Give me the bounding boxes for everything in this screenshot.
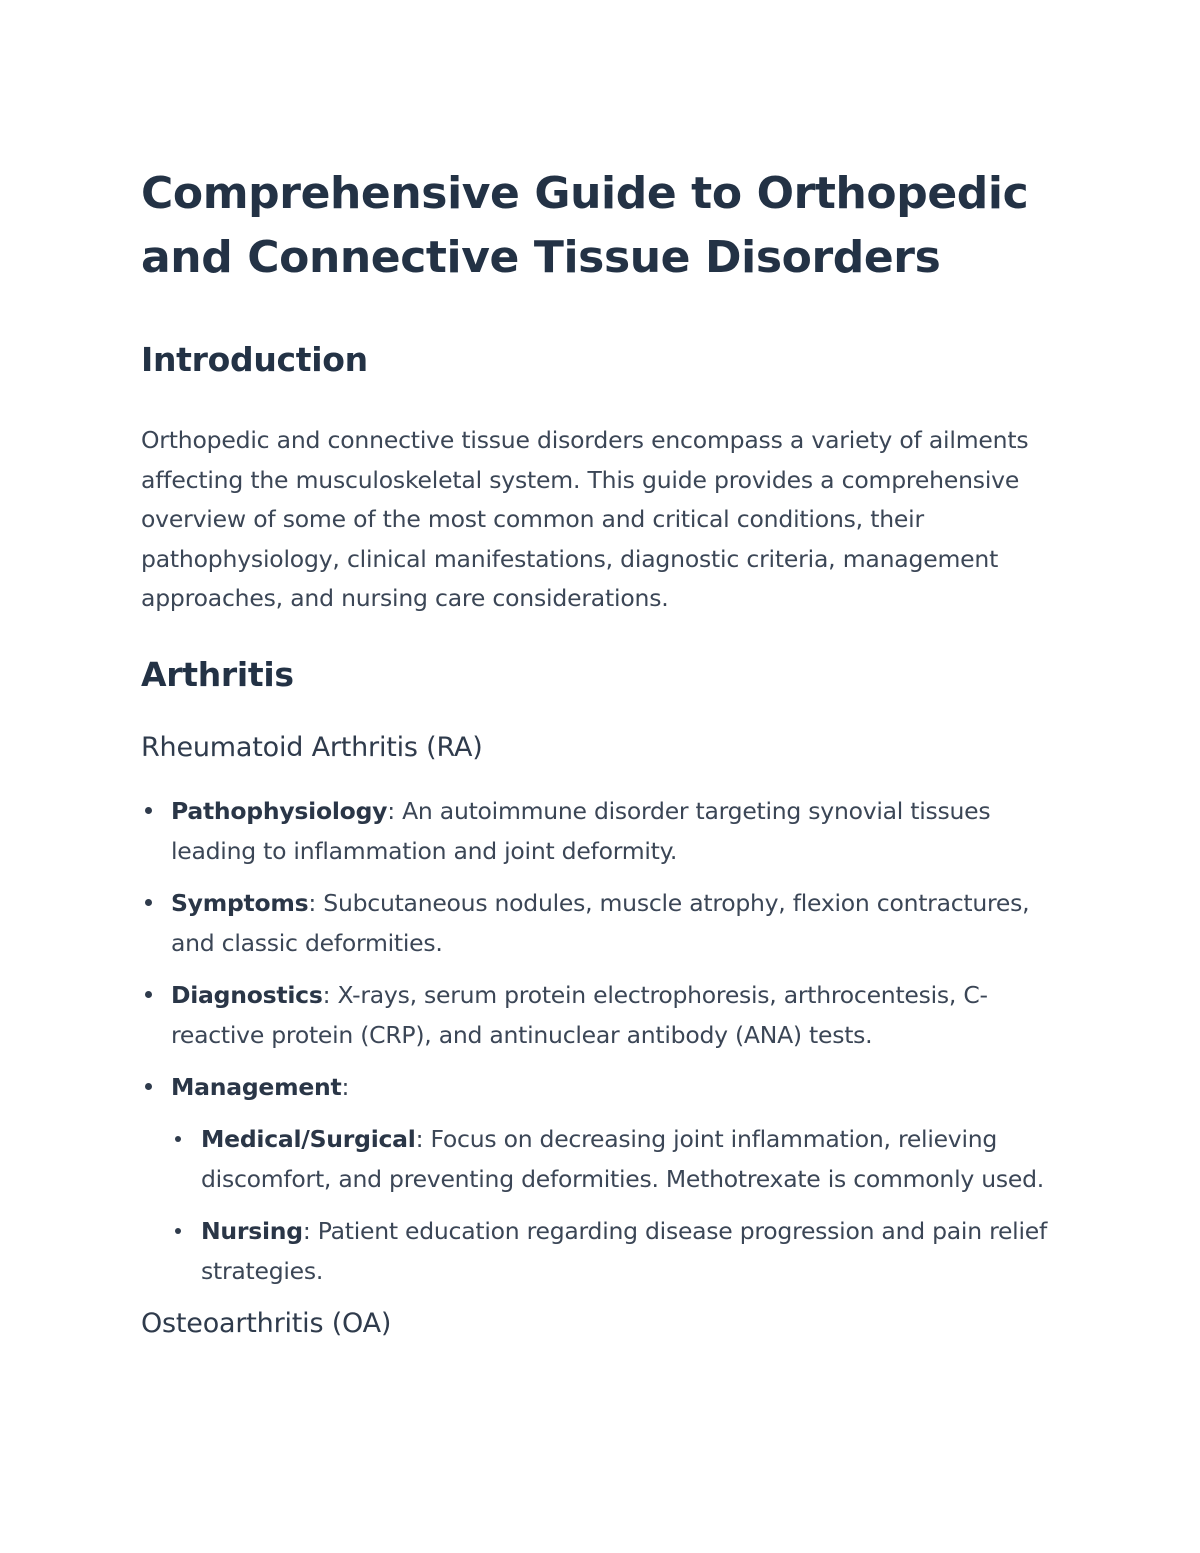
list-item-term: Nursing [201,1216,303,1245]
document-title: Comprehensive Guide to Orthopedic and Connective Tissue Disorders [141,168,1029,283]
introduction-paragraph: Orthopedic and connective tissue disorders encompass a variety of ailments affecting the musculoskeletal system. This guide provides a comprehensive overview of some of the most common and critical conditions, their pathophysiology, clinical manifestations, diagnostic criteria, management approaches, and nursing care considerations. [141,426,1029,612]
list-item-text: : Patient education regarding disease progression and pain relief strategies. [201,1216,1047,1285]
list-item-text: : [341,1072,350,1101]
list-item-text: : An autoimmune disorder targeting synovial tissues leading to inflammation and joint deformity. [171,796,991,865]
list-item-diagnostics [141,975,1051,1055]
list-item-text: : X-rays, serum protein electrophoresis, arthrocentesis, C-reactive protein (CRP), and antinuclear antibody (ANA) tests. [171,980,988,1049]
list-item-nursing [171,1211,1051,1291]
list-item-term: Management [171,1072,342,1101]
list-item-term: Medical/Surgical [201,1124,416,1153]
list-item-term: Diagnostics [171,980,323,1009]
list-item-term: Pathophysiology [171,796,388,825]
list-item-text: : Subcutaneous nodules, muscle atrophy, flexion contractures, and classic deformities. [171,888,1030,957]
list-item-symptoms [141,883,1051,963]
ra-bullet-list [141,791,1051,1291]
list-item-text: : Focus on decreasing joint inflammation, relieving discomfort, and preventing deformities. Methotrexate is commonly used. [201,1124,1044,1193]
list-item-management [141,1067,1051,1291]
document-page [141,162,1051,1345]
list-item-medical-surgical [171,1119,1051,1199]
osteoarthritis-heading: Osteoarthritis (OA) [141,1307,392,1339]
list-item-pathophysiology [141,791,1051,871]
introduction-heading: Introduction [141,340,368,379]
rheumatoid-arthritis-heading: Rheumatoid Arthritis (RA) [141,731,483,763]
arthritis-heading: Arthritis [141,654,294,694]
management-sub-list [171,1119,1051,1291]
list-item-term: Symptoms [171,888,309,917]
